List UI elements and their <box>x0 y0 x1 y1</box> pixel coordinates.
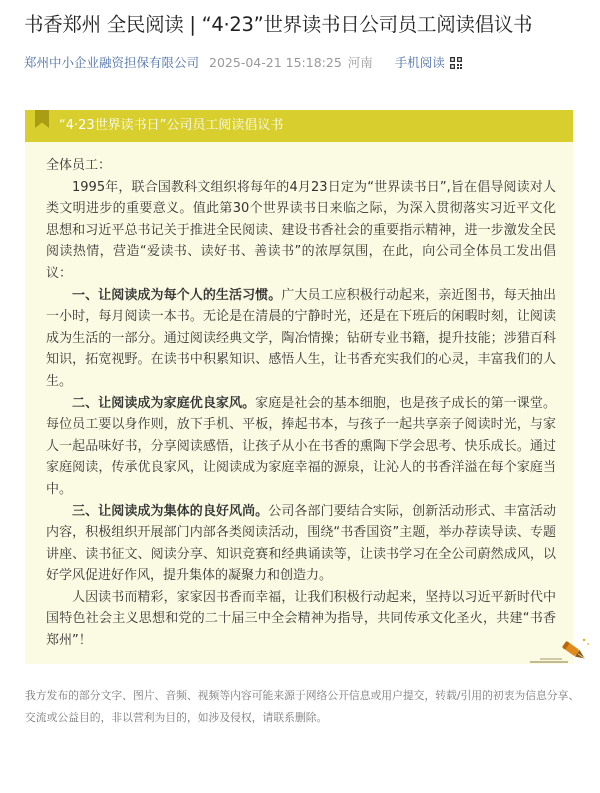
closing-paragraph: 人因读书而精彩，家家因书香而幸福，让我们积极行动起来，坚持以习近平新时代中国特色社会主义思想和党的二十届三中全会精神为指导，共同传承文化圣火，共建“书香郑州”！ <box>46 589 556 649</box>
proposal-body <box>46 155 556 652</box>
intro-paragraph: 1995年，联合国教科文组织将每年的4月23日定为“世界读书日”,旨在倡导阅读对人类文明进步的重要意义。值此第30个世界读书日来临之际，为深入贯彻落实习近平文化思想和习近平总书记关于推进全民阅读、建设书香社会的重要指示精神，进一步激发全民阅读热情，营造“爱读书、读好书、善读书”的浓厚氛围，在此，向公司全体员工发出倡议： <box>46 179 556 281</box>
salutation: 全体员工： <box>46 158 112 173</box>
section-text-1: 广大员工应积极行动起来，亲近图书，每天抽出一小时，每月阅读一本书。无论是在清晨的宁静时光，还是在下班后的闲暇时刻，让阅读成为生活的一部分。通过阅读经典文学，陶冶情操；钻研专业书籍，提升技能；涉猎百科知识，拓宽视野。在读书中积累知识、感悟人生，让书香充实我们的心灵，丰富我们的人生。 <box>46 287 556 389</box>
card-header <box>25 110 573 142</box>
section-heading-1: 一、让阅读成为每个人的生活习惯。 <box>72 287 282 303</box>
publish-time: 2025-04-21 15:18:25 <box>209 55 342 70</box>
bookmark-icon <box>35 110 49 128</box>
proposal-card <box>25 110 573 664</box>
section-paragraph-2 <box>46 393 556 501</box>
mobile-read-link[interactable]: 手机阅读 <box>394 55 445 70</box>
section-heading-2: 二、让阅读成为家庭优良家风。 <box>72 395 256 411</box>
qr-code-icon[interactable] <box>450 57 462 69</box>
disclaimer-text: 我方发布的部分文字、图片、音频、视频等内容可能来源于网络公开信息或用户提交，转载/引用的初衷为信息分享、交流或公益目的，非以营利为目的，如涉及侵权，请联系删除。 <box>25 689 580 724</box>
region-label: 河南 <box>347 55 373 70</box>
section-paragraph-1 <box>46 285 556 393</box>
section-text-3: 公司各部门要结合实际，创新活动形式、丰富活动内容，积极组织开展部门内部各类阅读活动，围绕“书香国资”主题，举办荐读导读、专题讲座、读书征文、阅读分享、知识竞赛和经典诵读等，让读书学习在全公司蔚然成风，以好学风促进好作风，提升集体的凝聚力和创造力。 <box>46 503 556 584</box>
section-paragraph-3 <box>46 501 556 587</box>
fountain-pen-icon <box>528 637 590 665</box>
article-meta <box>24 53 584 73</box>
section-text-2: 家庭是社会的基本细胞，也是孩子成长的第一课堂。每位员工要以身作则，放下手机、平板，捧起书本，与孩子一起共享亲子阅读时光，与家人一起品味好书，分享阅读感悟，让孩子从小在书香的熏陶下学会思考、快乐成长。通过家庭阅读，传承优良家风，让阅读成为家庭幸福的源泉，让沁人的书香洋溢在每个家庭当中。 <box>46 395 556 497</box>
card-header-title: “4·23世界读书日”公司员工阅读倡议书 <box>59 118 284 133</box>
section-heading-3: 三、让阅读成为集体的良好风尚。 <box>72 503 269 519</box>
article-source-link[interactable]: 郑州中小企业融资担保有限公司 <box>24 55 200 70</box>
article-title: 书香郑州 全民阅读 | “4·23”世界读书日公司员工阅读倡议书 <box>24 13 533 36</box>
